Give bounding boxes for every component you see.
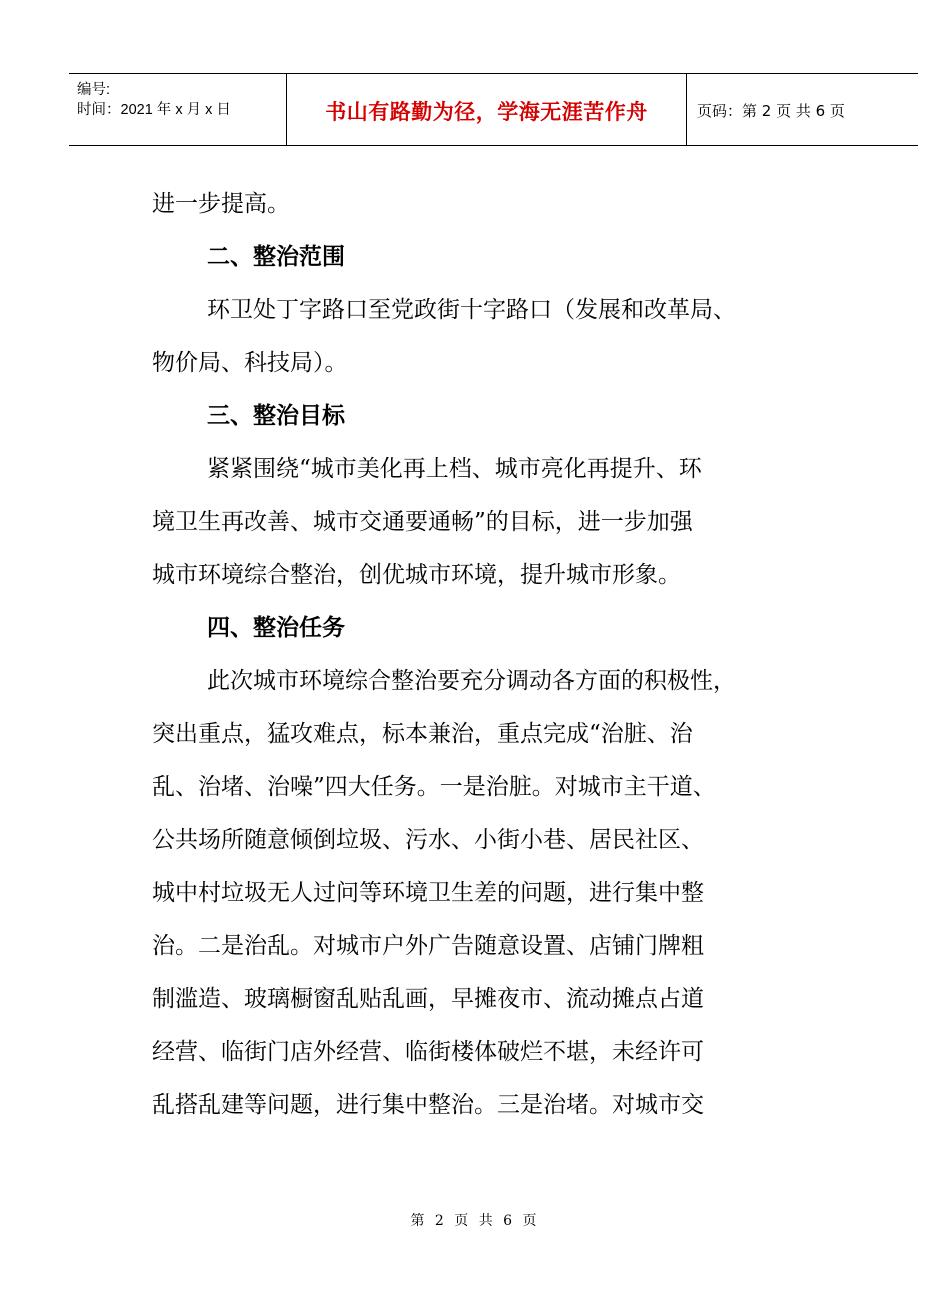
body-line: 制滥造、玻璃橱窗乱贴乱画，早摊夜市、流动摊点占道 [152,986,704,1012]
page-header [69,73,918,146]
section-heading-tasks: 四、整治任务 [207,615,345,641]
body-line: 突出重点，猛攻难点，标本兼治，重点完成“治脏、治 [152,721,693,747]
section-heading-goal: 三、整治目标 [207,403,345,429]
document-body [152,178,842,1132]
body-line: 环卫处丁字路口至党政街十字路口（发展和改革局、 [207,297,736,323]
body-line: 城中村垃圾无人过问等环境卫生差的问题，进行集中整 [152,880,704,906]
header-meta-cell [69,74,287,145]
body-line: 城市环境综合整治，创优城市环境，提升城市形象。 [152,562,681,588]
body-line: 此次城市环境综合整治要充分调动各方面的积极性， [207,668,736,694]
body-line: 进一步提高。 [152,191,290,217]
body-line: 乱搭乱建等问题，进行集中整治。三是治堵。对城市交 [152,1092,704,1118]
body-line: 治。二是治乱。对城市户外广告随意设置、店铺门牌粗 [152,933,704,959]
body-line: 公共场所随意倾倒垃圾、污水、小街小巷、居民社区、 [152,827,704,853]
body-line: 乱、治堵、治噪”四大任务。一是治脏。对城市主干道、 [152,774,716,800]
document-time-label: 时间：2021 年 x 月 x 日 [77,102,231,118]
section-heading-scope: 二、整治范围 [207,244,345,270]
body-line: 经营、临街门店外经营、临街楼体破烂不堪，未经许可 [152,1039,704,1065]
body-line: 境卫生再改善、城市交通要通畅”的目标，进一步加强 [152,509,693,535]
header-motto: 书山有路勤为径，学海无涯苦作舟 [287,74,687,145]
body-line: 紧紧围绕“城市美化再上档、城市亮化再提升、环 [207,456,702,482]
document-number-label: 编号: [77,82,111,98]
header-page-info: 页码：第 2 页 共 6 页 [697,102,845,120]
page-footer: 第 2 页 共 6 页 [410,1213,540,1229]
body-line: 物价局、科技局）。 [152,350,348,376]
